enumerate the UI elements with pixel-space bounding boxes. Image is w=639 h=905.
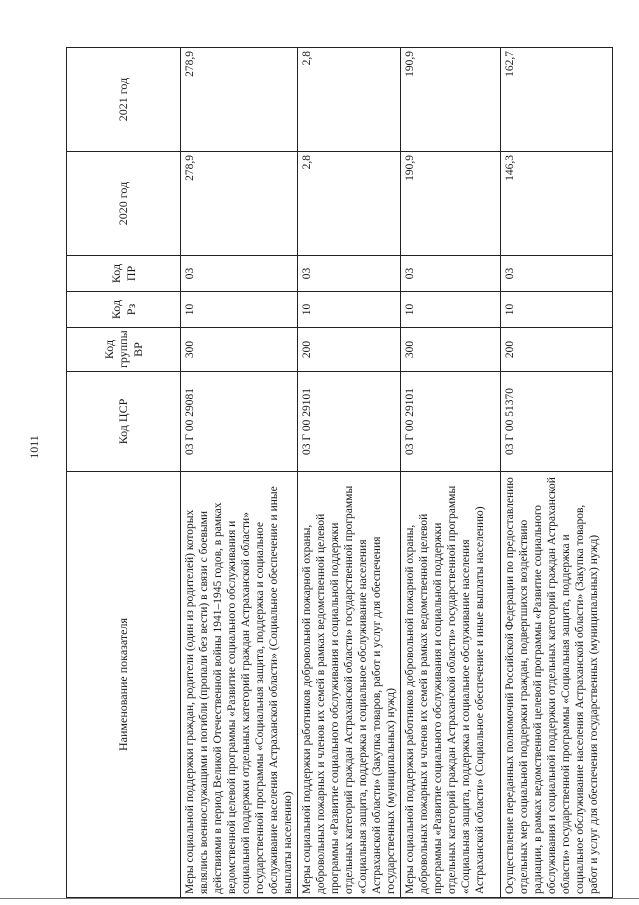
row-vr: 200 <box>298 328 401 372</box>
row-name: Меры социальной поддержки работников добровольной пожарной охраны, добровольных пожарных и членов их семей в рамках ведомственной целевой программы «Развитие социального обслуживания и социальной поддержки отдельных категорий граждан Астраханской области» государственной программы «Социальная защита, поддержка и социальное обслуживание населения Астраханской области» (Закупка товаров, работ и услуг для обеспечения государственных (муниципальных) нужд) <box>298 472 401 898</box>
row-pr: 03 <box>401 256 501 292</box>
row-name: Меры социальной поддержки работников добровольной пожарной охраны, добровольных пожарных и членов их семей в рамках ведомственной целевой программы «Развитие социального обслуживания и социальной поддержки отдельных категорий граждан Астраханской области» государственной программы «Социальная защита, поддержка и социальное обслуживание населения Астраханской области» (Социальное обеспечение и иные выплаты населению) <box>401 472 501 898</box>
row-pr: 03 <box>298 256 401 292</box>
row-rz: 10 <box>401 292 501 328</box>
row-vr: 300 <box>401 328 501 372</box>
row-2020: 146,3 <box>501 152 613 256</box>
budget-table <box>66 47 613 898</box>
header-name: Наименование показателя <box>67 472 181 898</box>
header-vr: Код группы ВР <box>67 328 181 372</box>
table-row <box>181 48 298 898</box>
row-2021: 162,7 <box>501 48 613 152</box>
row-2021: 278,9 <box>181 48 298 152</box>
row-csr: 03 Г 00 51370 <box>501 372 613 472</box>
row-vr: 300 <box>181 328 298 372</box>
row-2020: 2,8 <box>298 152 401 256</box>
row-2021: 190,9 <box>401 48 501 152</box>
header-csr: Код ЦСР <box>67 372 181 472</box>
table-row <box>501 48 613 898</box>
page-bottom-rule <box>0 898 639 899</box>
row-csr: 03 Г 00 29101 <box>298 372 401 472</box>
header-2021: 2021 год <box>67 48 181 152</box>
page-number: 1011 <box>27 435 41 459</box>
row-rz: 10 <box>501 292 613 328</box>
row-2020: 190,9 <box>401 152 501 256</box>
row-rz: 10 <box>298 292 401 328</box>
row-pr: 03 <box>501 256 613 292</box>
row-csr: 03 Г 00 29081 <box>181 372 298 472</box>
row-rz: 10 <box>181 292 298 328</box>
table-row <box>298 48 401 898</box>
rotated-table-canvas <box>66 48 601 898</box>
row-pr: 03 <box>181 256 298 292</box>
header-2020: 2020 год <box>67 152 181 256</box>
row-name: Осуществление переданных полномочий Российской Федерации по предоставлению отдельных мер социальной поддержки граждан, подвергшихся воздействию радиации, в рамках ведомственной целевой программы «Развитие социального обслуживания и социальной поддержки отдельных категорий граждан Астраханской области» государственной программы «Социальная защита, поддержка и социальное обслуживание населения Астраханской области» (Закупка товаров, работ и услуг для обеспечения государственных (муниципальных) нужд) <box>501 472 613 898</box>
row-2020: 278,9 <box>181 152 298 256</box>
table-row <box>401 48 501 898</box>
row-name: Меры социальной поддержки граждан, родители (один из родителей) которых являлись военнослужащими и погибли (пропали без вести) в связи с боевыми действиями в период Великой Отечественной войны 1941–1945 годов, в рамках ведомственной целевой программы «Развитие социального обслуживания и социальной поддержки отдельных категорий граждан Астраханской области» государственной программы «Социальная защита, поддержка и социальное обслуживание населения Астраханской области» (Социальное обеспечение и иные выплаты населению) <box>181 472 298 898</box>
row-2021: 2,8 <box>298 48 401 152</box>
row-csr: 03 Г 00 29101 <box>401 372 501 472</box>
header-rz: Код Рз <box>67 292 181 328</box>
row-vr: 200 <box>501 328 613 372</box>
table-header-row <box>67 48 181 898</box>
header-pr: Код ПР <box>67 256 181 292</box>
rotated-table-region <box>66 48 601 898</box>
